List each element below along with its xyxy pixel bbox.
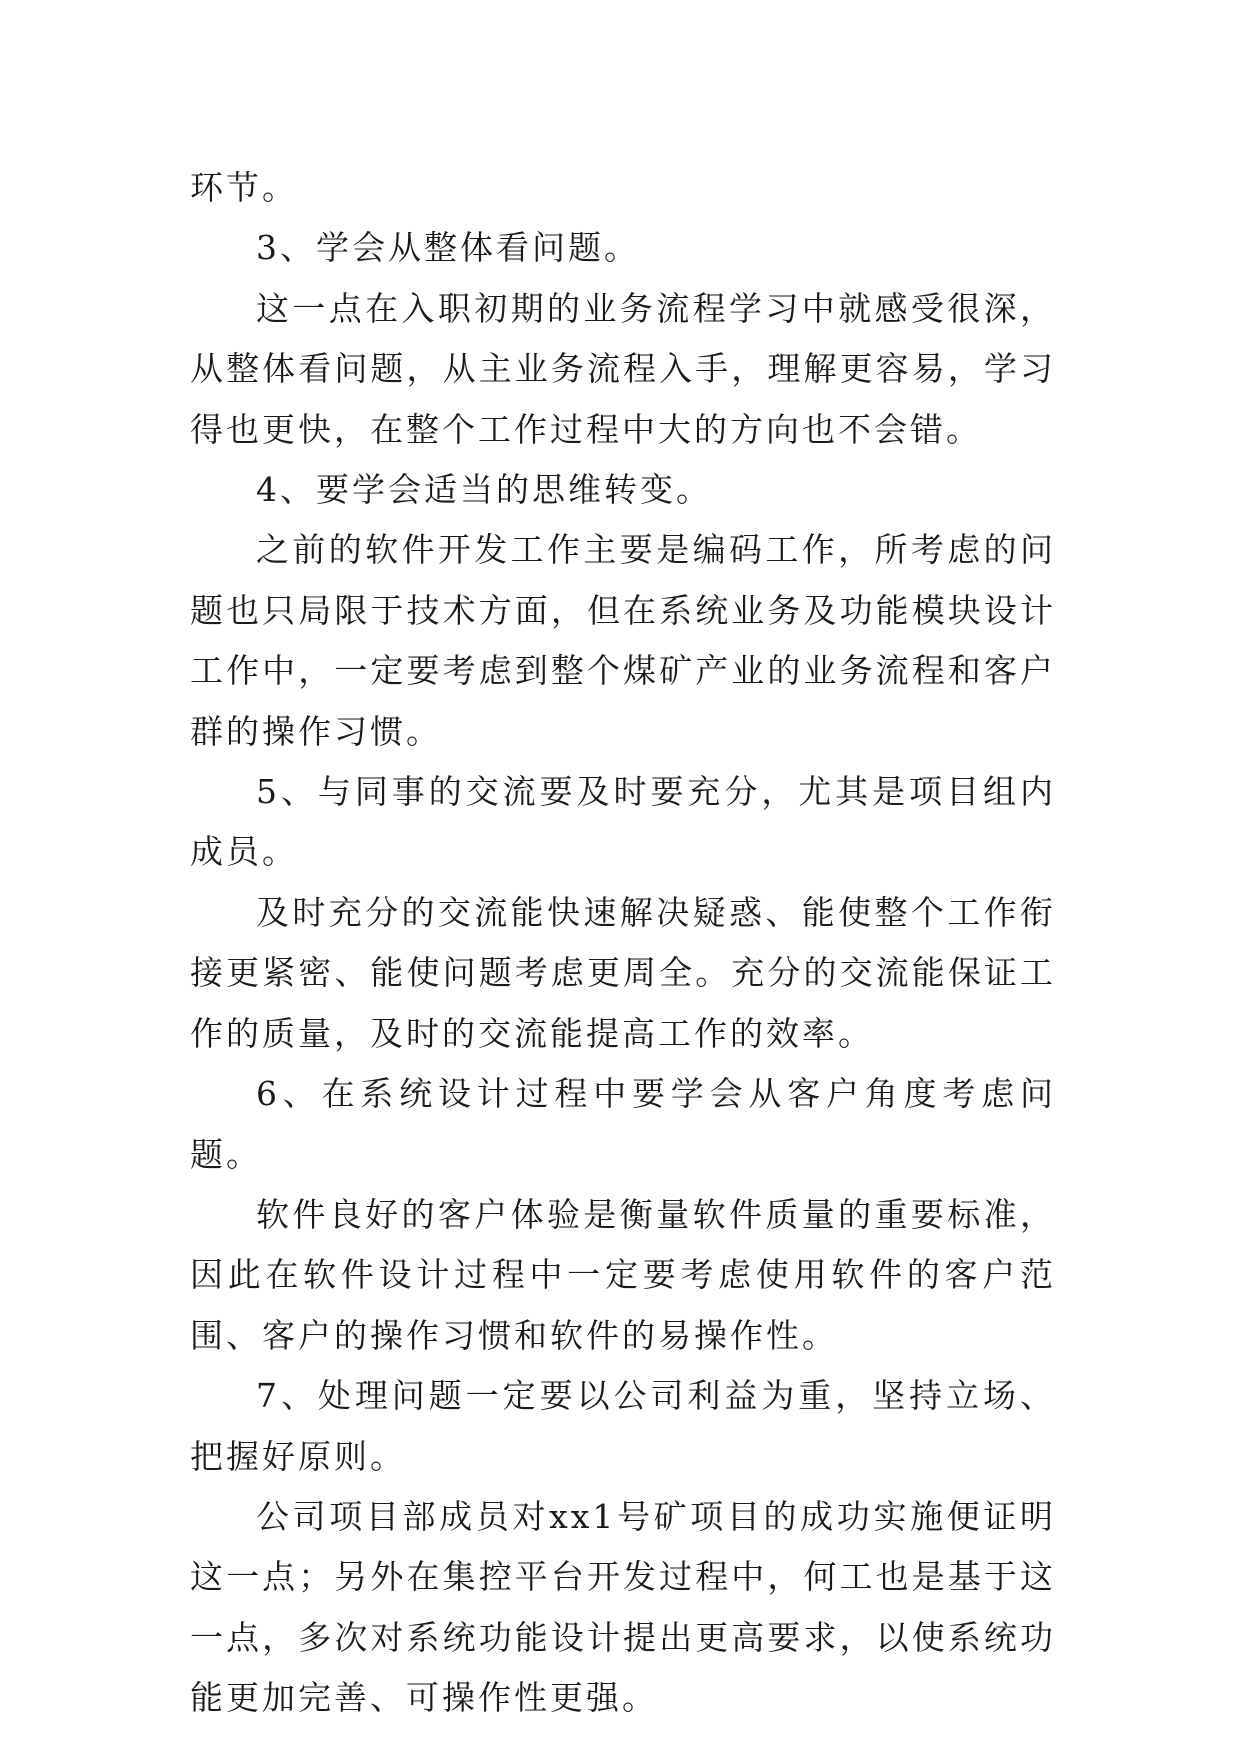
section-heading-6: 6、在系统设计过程中要学会从客户角度考虑问题。 [190,1074,1056,1174]
section-body-4: 之前的软件开发工作主要是编码工作，所考虑的问题也只局限于技术方面，但在系统业务及功能模块设计工作中，一定要考虑到整个煤矿产业的业务流程和客户群的操作习惯。 [190,530,1056,751]
document-body [190,158,1056,1729]
section-heading-7: 7、处理问题一定要以公司利益为重，坚持立场、把握好原则。 [190,1376,1056,1476]
section-body-6: 软件良好的客户体验是衡量软件质量的重要标准，因此在软件设计过程中一定要考虑使用软件的客户范围、客户的操作习惯和软件的易操作性。 [190,1194,1056,1355]
paragraph-continuation: 环节。 [190,168,298,207]
section-body-7: 公司项目部成员对xx1号矿项目的成功实施便证明这一点；另外在集控平台开发过程中，何工也是基于这一点，多次对系统功能设计提出更高要求，以使系统功能更加完善、可操作性更强。 [190,1496,1056,1718]
section-heading-3: 3、学会从整体看问题。 [256,228,640,268]
section-heading-5: 5、与同事的交流要及时要充分，尤其是项目组内成员。 [190,772,1056,872]
section-body-3: 这一点在入职初期的业务流程学习中就感受很深，从整体看问题，从主业务流程入手，理解更容易，学习得也更快，在整个工作过程中大的方向也不会错。 [190,288,1056,449]
section-body-5: 及时充分的交流能快速解决疑惑、能使整个工作衔接更紧密、能使问题考虑更周全。充分的交流能保证工作的质量，及时的交流能提高工作的效率。 [190,892,1056,1053]
section-heading-4: 4、要学会适当的思维转变。 [256,470,712,510]
